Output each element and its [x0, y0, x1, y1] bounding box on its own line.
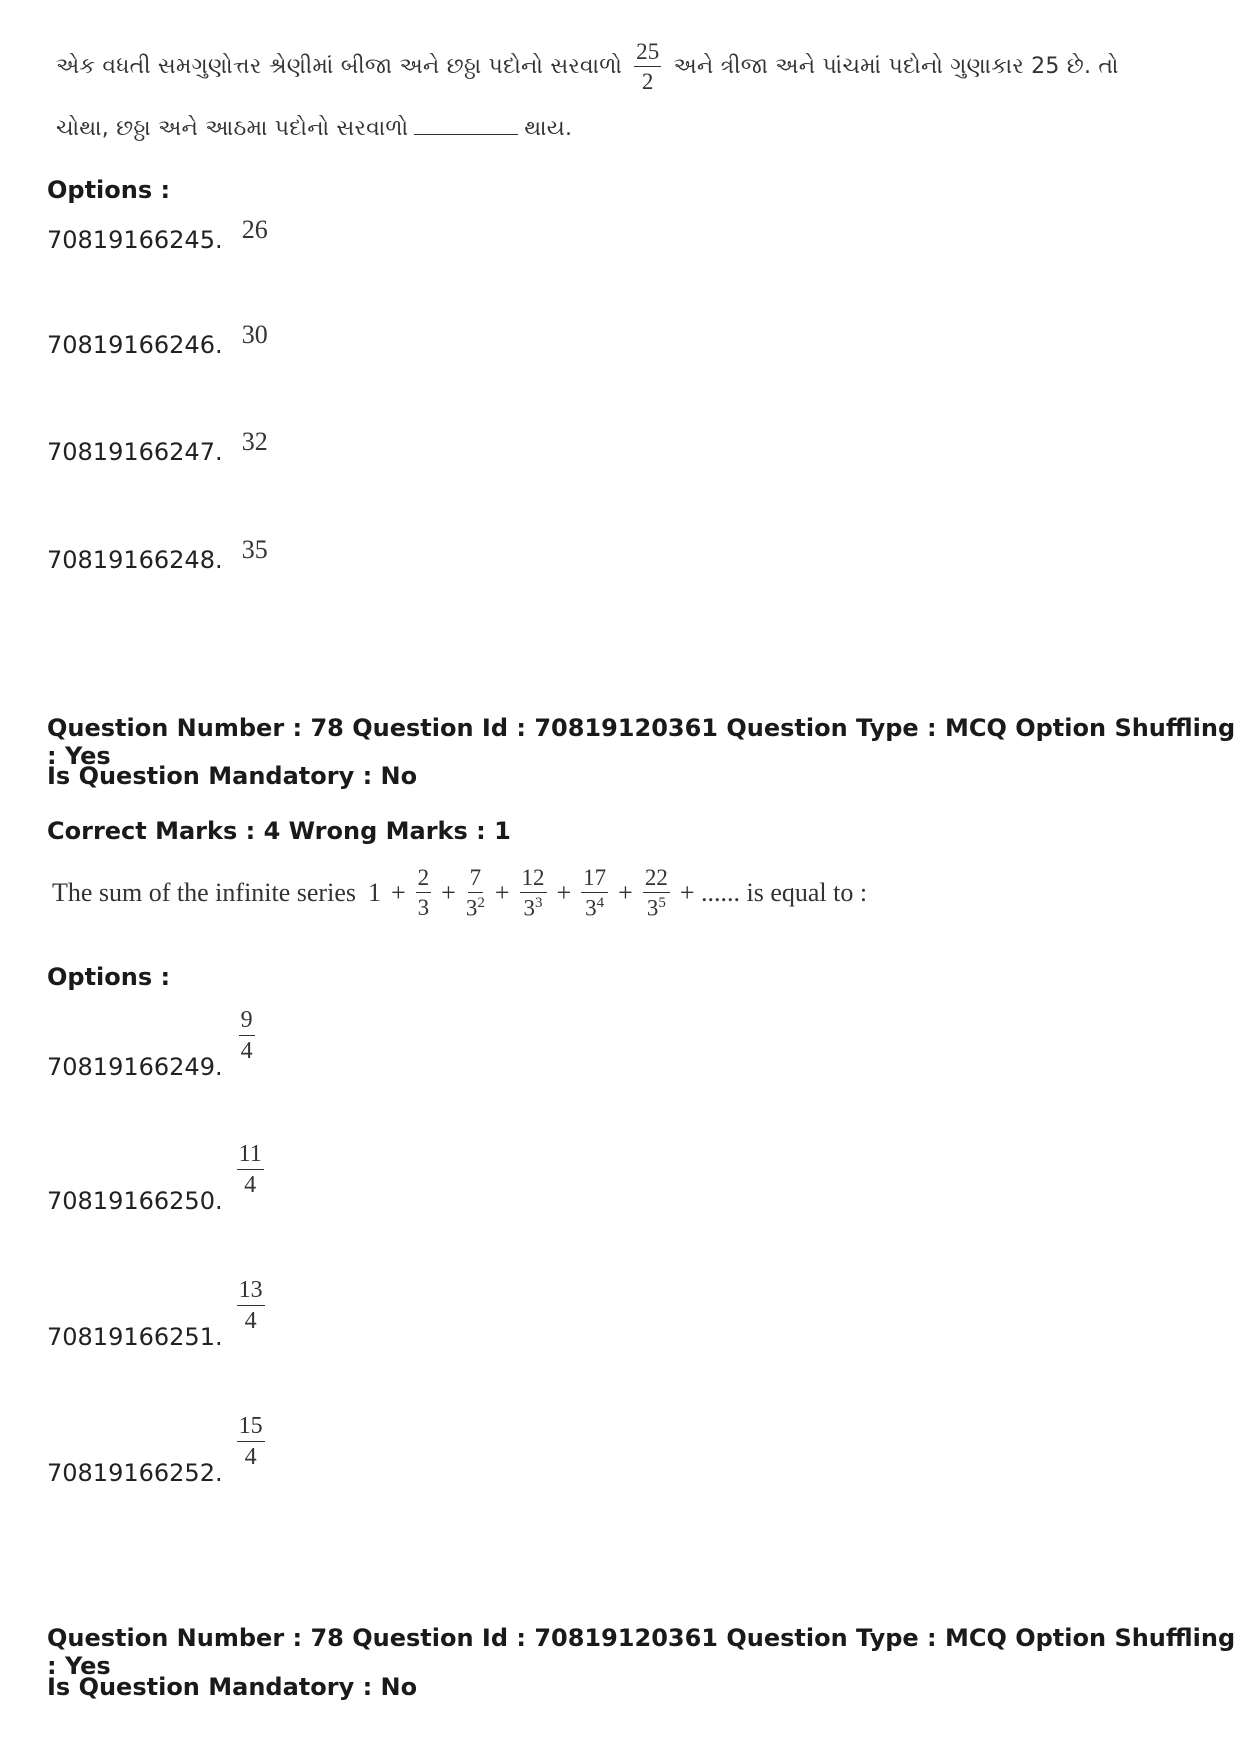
term-numerator: 12	[520, 866, 547, 893]
question-marks: Correct Marks : 4 Wrong Marks : 1	[47, 817, 511, 845]
term-numerator: 17	[581, 866, 608, 893]
term-exponent: 2	[477, 895, 485, 911]
option-row[interactable]	[47, 320, 268, 360]
term-base: 3	[465, 895, 478, 921]
option-row[interactable]	[47, 215, 268, 255]
option-row[interactable]	[47, 1414, 265, 1491]
answer-blank	[414, 134, 518, 135]
question-mandatory: Is Question Mandatory : No	[47, 1673, 418, 1701]
series-term	[416, 866, 432, 919]
option-numerator: 13	[237, 1278, 265, 1306]
option-denominator: 4	[244, 1444, 257, 1470]
option-denominator: 4	[244, 1308, 257, 1334]
option-row[interactable]	[47, 1142, 264, 1219]
options-label: Options :	[47, 176, 171, 204]
question-77-text-part-4: થાય.	[524, 116, 573, 141]
option-value: 32	[241, 427, 268, 456]
term-exponent: 5	[658, 895, 666, 911]
term-numerator: 7	[468, 866, 484, 893]
option-value: 30	[241, 320, 268, 349]
plus-sign: +	[494, 877, 510, 907]
term-denominator	[418, 893, 430, 919]
option-denominator: 4	[240, 1038, 253, 1064]
plus-sign: +	[390, 877, 406, 907]
stem-suffix: + ...... is equal to :	[679, 877, 868, 907]
option-row[interactable]	[47, 427, 268, 467]
option-row[interactable]	[47, 1008, 255, 1085]
option-id: 70819166249.	[47, 1053, 223, 1081]
question-77-text-part-3: ચોથા, છઠ્ઠા અને આઠમા પદોનો સરવાળો	[56, 116, 409, 141]
option-id: 70819166250.	[47, 1187, 223, 1215]
option-id: 70819166248.	[47, 546, 223, 574]
question-77-text-part-2: અને ત્રીજા અને પાંચમાં પદોનો ગુણાકાર 25 છે. તો	[673, 54, 1119, 79]
option-fraction	[239, 1008, 255, 1063]
option-denominator: 4	[244, 1172, 257, 1198]
option-row[interactable]	[47, 1278, 265, 1355]
term-exponent: 4	[596, 895, 605, 911]
term-denominator	[647, 893, 666, 920]
series-first-term: 1	[367, 877, 381, 907]
question-mandatory: Is Question Mandatory : No	[47, 762, 418, 790]
option-id: 70819166246.	[47, 331, 223, 359]
term-denominator	[466, 893, 485, 920]
option-numerator: 15	[237, 1414, 265, 1442]
option-numerator: 11	[237, 1142, 264, 1170]
term-base: 3	[523, 895, 535, 921]
question-header: Question Number : 78 Question Id : 70819120361 Question Type : MCQ Option Shuffling : Yes	[47, 1624, 1236, 1680]
option-numerator: 9	[239, 1008, 255, 1036]
option-id: 70819166252.	[47, 1459, 223, 1487]
term-base: 3	[646, 895, 659, 921]
option-id: 70819166247.	[47, 438, 223, 466]
option-value: 26	[241, 215, 268, 244]
question-77-line-1	[56, 40, 1119, 93]
option-fraction	[237, 1414, 265, 1469]
series-term	[466, 866, 485, 920]
term-denominator	[524, 893, 543, 920]
plus-sign: +	[441, 877, 456, 907]
option-id: 70819166245.	[47, 226, 223, 254]
plus-sign: +	[618, 877, 633, 907]
term-exponent: 3	[535, 895, 543, 911]
options-label: Options :	[47, 963, 171, 991]
option-value: 35	[241, 535, 268, 564]
term-base: 3	[585, 895, 597, 921]
option-id: 70819166251.	[47, 1323, 223, 1351]
question-78-stem	[52, 866, 867, 920]
term-denominator	[585, 893, 604, 920]
question-77-fraction	[634, 40, 661, 93]
question-77-line-2	[56, 116, 572, 141]
stem-prefix: The sum of the infinite series	[52, 877, 356, 907]
term-base: 3	[417, 895, 430, 921]
question-header: Question Number : 78 Question Id : 70819120361 Question Type : MCQ Option Shuffling : Yes	[47, 714, 1236, 770]
option-fraction	[237, 1278, 265, 1333]
option-row[interactable]	[47, 535, 268, 575]
series-term	[643, 866, 670, 920]
fraction-numerator: 25	[634, 40, 661, 67]
series-term	[520, 866, 547, 920]
term-numerator: 22	[643, 866, 670, 893]
plus-sign: +	[556, 877, 572, 907]
question-77-text-part-1: એક વધતી સમગુણોત્તર શ્રેણીમાં બીજા અને છઠ્ઠા પદોનો સરવાળો	[56, 54, 623, 79]
term-numerator: 2	[416, 866, 432, 893]
option-fraction	[237, 1142, 264, 1197]
series-term	[581, 866, 608, 920]
fraction-denominator: 2	[641, 69, 654, 94]
